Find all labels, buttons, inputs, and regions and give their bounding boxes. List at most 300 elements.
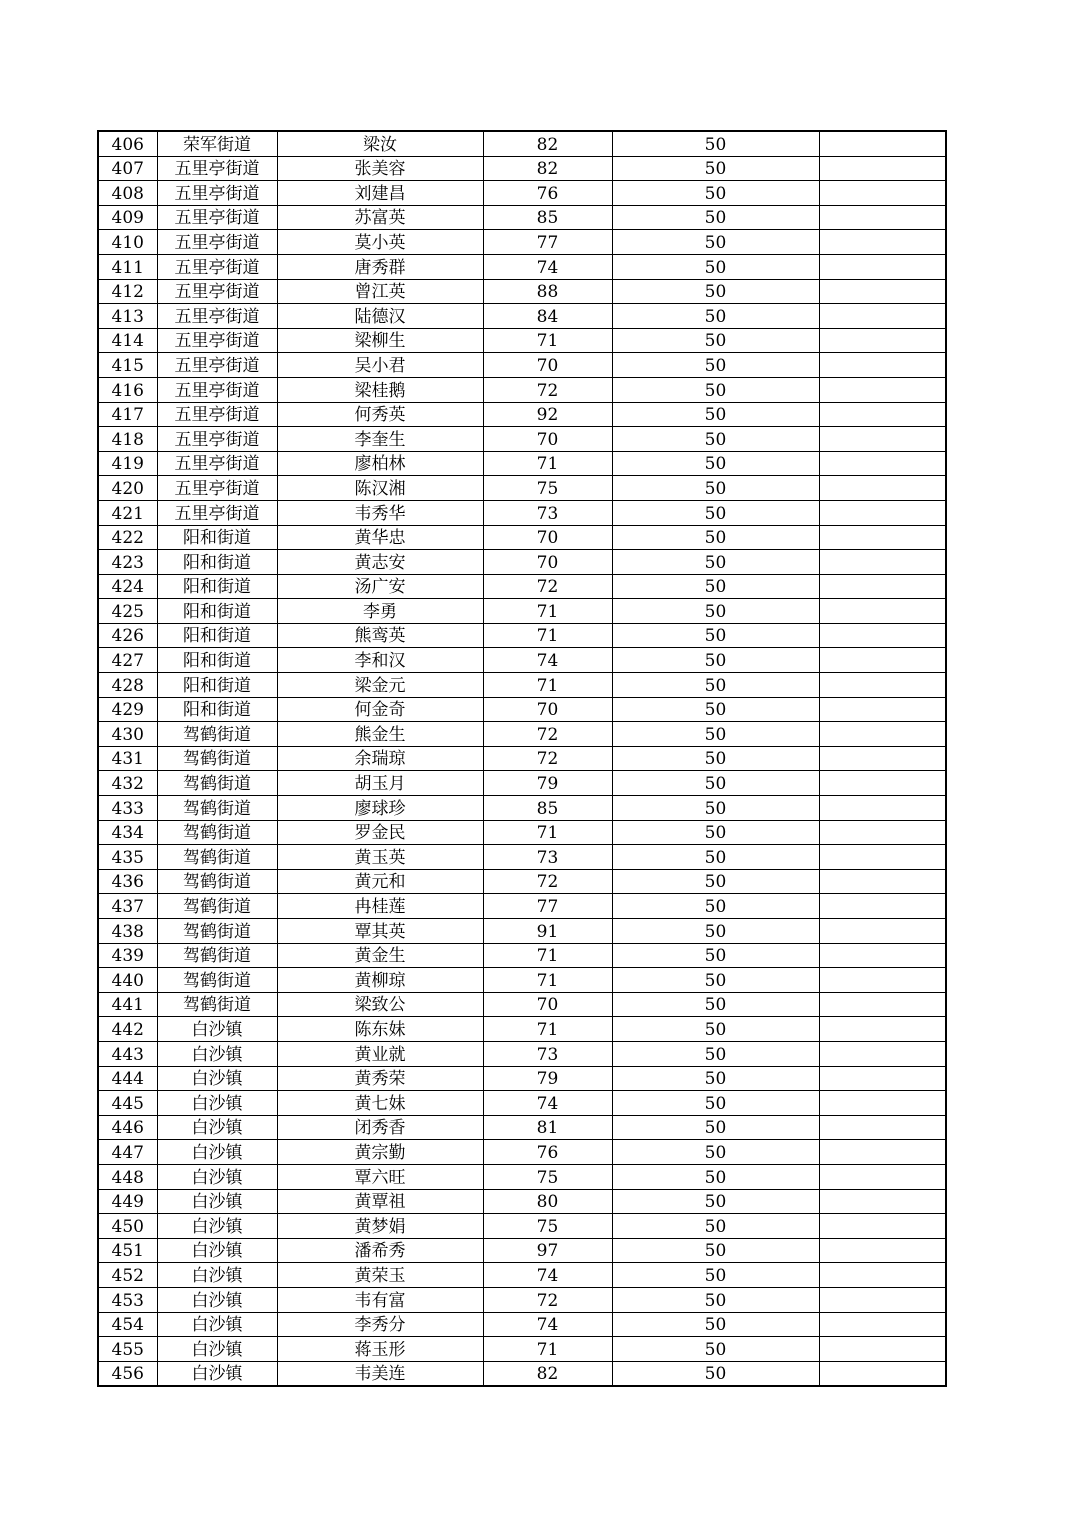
- age-cell: 73: [483, 500, 612, 525]
- remarks-cell: [819, 353, 946, 378]
- table-row: [98, 279, 946, 304]
- amount-cell: 50: [612, 156, 819, 181]
- table-row: [98, 673, 946, 698]
- age-cell: 70: [483, 427, 612, 452]
- name-cell: 黄元和: [277, 869, 483, 894]
- remarks-cell: [819, 1066, 946, 1091]
- remarks-cell: [819, 156, 946, 181]
- name-cell: 胡玉月: [277, 771, 483, 796]
- table-row: [98, 377, 946, 402]
- table-row: [98, 1140, 946, 1165]
- row-number-cell: 411: [98, 254, 157, 279]
- remarks-cell: [819, 820, 946, 845]
- name-cell: 李秀分: [277, 1312, 483, 1337]
- remarks-cell: [819, 968, 946, 993]
- amount-cell: 50: [612, 1066, 819, 1091]
- amount-cell: 50: [612, 919, 819, 944]
- name-cell: 李勇: [277, 599, 483, 624]
- remarks-cell: [819, 648, 946, 673]
- row-number-cell: 437: [98, 894, 157, 919]
- amount-cell: 50: [612, 500, 819, 525]
- name-cell: 蒋玉形: [277, 1337, 483, 1362]
- name-cell: 陈汉湘: [277, 476, 483, 501]
- row-number-cell: 420: [98, 476, 157, 501]
- name-cell: 覃六旺: [277, 1164, 483, 1189]
- name-cell: 熊鸾英: [277, 623, 483, 648]
- row-number-cell: 440: [98, 968, 157, 993]
- district-cell: 五里亭街道: [157, 279, 277, 304]
- row-number-cell: 452: [98, 1263, 157, 1288]
- table-row: [98, 1337, 946, 1362]
- district-cell: 阳和街道: [157, 525, 277, 550]
- name-cell: 黄梦娟: [277, 1214, 483, 1239]
- row-number-cell: 414: [98, 328, 157, 353]
- district-cell: 白沙镇: [157, 1189, 277, 1214]
- amount-cell: 50: [612, 1312, 819, 1337]
- district-cell: 驾鹤街道: [157, 820, 277, 845]
- age-cell: 74: [483, 1263, 612, 1288]
- amount-cell: 50: [612, 1189, 819, 1214]
- district-cell: 阳和街道: [157, 574, 277, 599]
- district-cell: 五里亭街道: [157, 181, 277, 206]
- row-number-cell: 431: [98, 746, 157, 771]
- name-cell: 熊金生: [277, 722, 483, 747]
- name-cell: 李和汉: [277, 648, 483, 673]
- row-number-cell: 443: [98, 1041, 157, 1066]
- district-cell: 白沙镇: [157, 1287, 277, 1312]
- name-cell: 余瑞琼: [277, 746, 483, 771]
- age-cell: 72: [483, 574, 612, 599]
- table-row: [98, 869, 946, 894]
- table-row: [98, 131, 946, 156]
- table-row: [98, 476, 946, 501]
- remarks-cell: [819, 181, 946, 206]
- district-cell: 白沙镇: [157, 1091, 277, 1116]
- row-number-cell: 454: [98, 1312, 157, 1337]
- remarks-cell: [819, 254, 946, 279]
- row-number-cell: 424: [98, 574, 157, 599]
- remarks-cell: [819, 1164, 946, 1189]
- table-row: [98, 205, 946, 230]
- remarks-cell: [819, 451, 946, 476]
- name-cell: 黄七妹: [277, 1091, 483, 1116]
- age-cell: 76: [483, 1140, 612, 1165]
- row-number-cell: 409: [98, 205, 157, 230]
- name-cell: 冉桂莲: [277, 894, 483, 919]
- table-row: [98, 451, 946, 476]
- age-cell: 81: [483, 1115, 612, 1140]
- name-cell: 汤广安: [277, 574, 483, 599]
- district-cell: 五里亭街道: [157, 254, 277, 279]
- table-row: [98, 943, 946, 968]
- amount-cell: 50: [612, 427, 819, 452]
- row-number-cell: 415: [98, 353, 157, 378]
- row-number-cell: 439: [98, 943, 157, 968]
- name-cell: 黄宗勤: [277, 1140, 483, 1165]
- name-cell: 梁致公: [277, 992, 483, 1017]
- age-cell: 77: [483, 230, 612, 255]
- amount-cell: 50: [612, 1337, 819, 1362]
- district-cell: 五里亭街道: [157, 377, 277, 402]
- remarks-cell: [819, 131, 946, 156]
- name-cell: 吴小君: [277, 353, 483, 378]
- name-cell: 梁柳生: [277, 328, 483, 353]
- row-number-cell: 412: [98, 279, 157, 304]
- district-cell: 白沙镇: [157, 1214, 277, 1239]
- remarks-cell: [819, 1115, 946, 1140]
- name-cell: 黄覃祖: [277, 1189, 483, 1214]
- district-cell: 驾鹤街道: [157, 869, 277, 894]
- amount-cell: 50: [612, 304, 819, 329]
- district-cell: 白沙镇: [157, 1140, 277, 1165]
- remarks-cell: [819, 1189, 946, 1214]
- name-cell: 黄玉英: [277, 845, 483, 870]
- name-cell: 黄柳琼: [277, 968, 483, 993]
- amount-cell: 50: [612, 353, 819, 378]
- remarks-cell: [819, 697, 946, 722]
- name-cell: 何秀英: [277, 402, 483, 427]
- table-row: [98, 1017, 946, 1042]
- district-cell: 驾鹤街道: [157, 968, 277, 993]
- remarks-cell: [819, 230, 946, 255]
- table-row: [98, 427, 946, 452]
- remarks-cell: [819, 1312, 946, 1337]
- remarks-cell: [819, 304, 946, 329]
- district-cell: 白沙镇: [157, 1361, 277, 1386]
- amount-cell: 50: [612, 1238, 819, 1263]
- age-cell: 77: [483, 894, 612, 919]
- row-number-cell: 432: [98, 771, 157, 796]
- amount-cell: 50: [612, 623, 819, 648]
- remarks-cell: [819, 599, 946, 624]
- age-cell: 74: [483, 254, 612, 279]
- row-number-cell: 455: [98, 1337, 157, 1362]
- age-cell: 82: [483, 1361, 612, 1386]
- age-cell: 74: [483, 1312, 612, 1337]
- district-cell: 五里亭街道: [157, 328, 277, 353]
- age-cell: 70: [483, 353, 612, 378]
- row-number-cell: 447: [98, 1140, 157, 1165]
- age-cell: 71: [483, 328, 612, 353]
- age-cell: 71: [483, 943, 612, 968]
- amount-cell: 50: [612, 992, 819, 1017]
- remarks-cell: [819, 525, 946, 550]
- row-number-cell: 408: [98, 181, 157, 206]
- remarks-cell: [819, 500, 946, 525]
- age-cell: 71: [483, 820, 612, 845]
- district-cell: 阳和街道: [157, 673, 277, 698]
- table-row: [98, 1312, 946, 1337]
- age-cell: 82: [483, 156, 612, 181]
- table-row: [98, 230, 946, 255]
- table-row: [98, 599, 946, 624]
- remarks-cell: [819, 1214, 946, 1239]
- name-cell: 曾江英: [277, 279, 483, 304]
- name-cell: 潘希秀: [277, 1238, 483, 1263]
- age-cell: 82: [483, 131, 612, 156]
- district-cell: 驾鹤街道: [157, 771, 277, 796]
- name-cell: 廖柏林: [277, 451, 483, 476]
- amount-cell: 50: [612, 550, 819, 575]
- amount-cell: 50: [612, 1214, 819, 1239]
- table-row: [98, 722, 946, 747]
- age-cell: 85: [483, 205, 612, 230]
- table-row: [98, 796, 946, 821]
- amount-cell: 50: [612, 402, 819, 427]
- name-cell: 李奎生: [277, 427, 483, 452]
- age-cell: 72: [483, 1287, 612, 1312]
- remarks-cell: [819, 673, 946, 698]
- age-cell: 88: [483, 279, 612, 304]
- district-cell: 白沙镇: [157, 1017, 277, 1042]
- district-cell: 阳和街道: [157, 599, 277, 624]
- remarks-cell: [819, 402, 946, 427]
- table-row: [98, 697, 946, 722]
- amount-cell: 50: [612, 230, 819, 255]
- table-row: [98, 1091, 946, 1116]
- district-cell: 五里亭街道: [157, 500, 277, 525]
- age-cell: 71: [483, 1337, 612, 1362]
- row-number-cell: 406: [98, 131, 157, 156]
- table-row: [98, 402, 946, 427]
- remarks-cell: [819, 845, 946, 870]
- age-cell: 72: [483, 722, 612, 747]
- amount-cell: 50: [612, 1164, 819, 1189]
- age-cell: 71: [483, 673, 612, 698]
- amount-cell: 50: [612, 673, 819, 698]
- name-cell: 莫小英: [277, 230, 483, 255]
- amount-cell: 50: [612, 279, 819, 304]
- table-row: [98, 623, 946, 648]
- amount-cell: 50: [612, 894, 819, 919]
- remarks-cell: [819, 869, 946, 894]
- name-cell: 陈东妹: [277, 1017, 483, 1042]
- age-cell: 75: [483, 1164, 612, 1189]
- row-number-cell: 436: [98, 869, 157, 894]
- amount-cell: 50: [612, 181, 819, 206]
- amount-cell: 50: [612, 1361, 819, 1386]
- district-cell: 驾鹤街道: [157, 943, 277, 968]
- row-number-cell: 434: [98, 820, 157, 845]
- name-cell: 黄秀荣: [277, 1066, 483, 1091]
- district-cell: 五里亭街道: [157, 427, 277, 452]
- district-cell: 阳和街道: [157, 648, 277, 673]
- table-row: [98, 500, 946, 525]
- name-cell: 何金奇: [277, 697, 483, 722]
- district-cell: 驾鹤街道: [157, 722, 277, 747]
- row-number-cell: 430: [98, 722, 157, 747]
- remarks-cell: [819, 771, 946, 796]
- district-cell: 白沙镇: [157, 1312, 277, 1337]
- district-cell: 驾鹤街道: [157, 894, 277, 919]
- row-number-cell: 428: [98, 673, 157, 698]
- row-number-cell: 417: [98, 402, 157, 427]
- name-cell: 黄业就: [277, 1041, 483, 1066]
- table-row: [98, 525, 946, 550]
- age-cell: 70: [483, 550, 612, 575]
- name-cell: 梁汝: [277, 131, 483, 156]
- age-cell: 91: [483, 919, 612, 944]
- age-cell: 73: [483, 1041, 612, 1066]
- row-number-cell: 442: [98, 1017, 157, 1042]
- table-row: [98, 254, 946, 279]
- row-number-cell: 450: [98, 1214, 157, 1239]
- table-row: [98, 1214, 946, 1239]
- district-cell: 白沙镇: [157, 1164, 277, 1189]
- row-number-cell: 444: [98, 1066, 157, 1091]
- table-row: [98, 820, 946, 845]
- table-row: [98, 1287, 946, 1312]
- table-row: [98, 550, 946, 575]
- district-cell: 驾鹤街道: [157, 919, 277, 944]
- row-number-cell: 423: [98, 550, 157, 575]
- table-row: [98, 845, 946, 870]
- amount-cell: 50: [612, 574, 819, 599]
- table-row: [98, 894, 946, 919]
- remarks-cell: [819, 796, 946, 821]
- remarks-cell: [819, 377, 946, 402]
- table-row: [98, 1361, 946, 1386]
- table-row: [98, 771, 946, 796]
- amount-cell: 50: [612, 451, 819, 476]
- name-cell: 苏富英: [277, 205, 483, 230]
- age-cell: 71: [483, 599, 612, 624]
- amount-cell: 50: [612, 820, 819, 845]
- district-cell: 驾鹤街道: [157, 845, 277, 870]
- row-number-cell: 453: [98, 1287, 157, 1312]
- row-number-cell: 425: [98, 599, 157, 624]
- remarks-cell: [819, 1263, 946, 1288]
- age-cell: 72: [483, 869, 612, 894]
- district-cell: 五里亭街道: [157, 230, 277, 255]
- row-number-cell: 426: [98, 623, 157, 648]
- data-table: [97, 130, 947, 1387]
- name-cell: 黄荣玉: [277, 1263, 483, 1288]
- age-cell: 70: [483, 697, 612, 722]
- remarks-cell: [819, 1337, 946, 1362]
- name-cell: 张美容: [277, 156, 483, 181]
- row-number-cell: 446: [98, 1115, 157, 1140]
- row-number-cell: 448: [98, 1164, 157, 1189]
- remarks-cell: [819, 1017, 946, 1042]
- remarks-cell: [819, 894, 946, 919]
- district-cell: 五里亭街道: [157, 476, 277, 501]
- row-number-cell: 419: [98, 451, 157, 476]
- table-row: [98, 328, 946, 353]
- amount-cell: 50: [612, 599, 819, 624]
- district-cell: 白沙镇: [157, 1115, 277, 1140]
- district-cell: 阳和街道: [157, 550, 277, 575]
- remarks-cell: [819, 943, 946, 968]
- row-number-cell: 429: [98, 697, 157, 722]
- age-cell: 71: [483, 623, 612, 648]
- name-cell: 黄志安: [277, 550, 483, 575]
- remarks-cell: [819, 1091, 946, 1116]
- age-cell: 85: [483, 796, 612, 821]
- amount-cell: 50: [612, 1115, 819, 1140]
- amount-cell: 50: [612, 771, 819, 796]
- remarks-cell: [819, 1140, 946, 1165]
- age-cell: 75: [483, 1214, 612, 1239]
- name-cell: 闭秀香: [277, 1115, 483, 1140]
- remarks-cell: [819, 476, 946, 501]
- district-cell: 白沙镇: [157, 1238, 277, 1263]
- age-cell: 74: [483, 648, 612, 673]
- district-cell: 五里亭街道: [157, 353, 277, 378]
- district-cell: 阳和街道: [157, 697, 277, 722]
- remarks-cell: [819, 328, 946, 353]
- amount-cell: 50: [612, 845, 819, 870]
- district-cell: 五里亭街道: [157, 451, 277, 476]
- name-cell: 梁金元: [277, 673, 483, 698]
- amount-cell: 50: [612, 476, 819, 501]
- district-cell: 五里亭街道: [157, 205, 277, 230]
- remarks-cell: [819, 205, 946, 230]
- name-cell: 陆德汉: [277, 304, 483, 329]
- age-cell: 73: [483, 845, 612, 870]
- amount-cell: 50: [612, 1140, 819, 1165]
- age-cell: 70: [483, 992, 612, 1017]
- remarks-cell: [819, 279, 946, 304]
- district-cell: 白沙镇: [157, 1263, 277, 1288]
- district-cell: 白沙镇: [157, 1066, 277, 1091]
- remarks-cell: [819, 427, 946, 452]
- remarks-cell: [819, 992, 946, 1017]
- table-row: [98, 919, 946, 944]
- amount-cell: 50: [612, 328, 819, 353]
- amount-cell: 50: [612, 1017, 819, 1042]
- remarks-cell: [819, 919, 946, 944]
- district-cell: 驾鹤街道: [157, 992, 277, 1017]
- amount-cell: 50: [612, 1263, 819, 1288]
- table-row: [98, 181, 946, 206]
- age-cell: 76: [483, 181, 612, 206]
- amount-cell: 50: [612, 722, 819, 747]
- district-cell: 驾鹤街道: [157, 746, 277, 771]
- amount-cell: 50: [612, 943, 819, 968]
- district-cell: 五里亭街道: [157, 304, 277, 329]
- amount-cell: 50: [612, 648, 819, 673]
- name-cell: 罗金民: [277, 820, 483, 845]
- amount-cell: 50: [612, 525, 819, 550]
- amount-cell: 50: [612, 1091, 819, 1116]
- table-row: [98, 992, 946, 1017]
- name-cell: 梁桂鹅: [277, 377, 483, 402]
- row-number-cell: 413: [98, 304, 157, 329]
- table-row: [98, 648, 946, 673]
- district-cell: 阳和街道: [157, 623, 277, 648]
- table-row: [98, 1238, 946, 1263]
- row-number-cell: 421: [98, 500, 157, 525]
- age-cell: 80: [483, 1189, 612, 1214]
- name-cell: 韦有富: [277, 1287, 483, 1312]
- remarks-cell: [819, 722, 946, 747]
- amount-cell: 50: [612, 377, 819, 402]
- age-cell: 71: [483, 451, 612, 476]
- age-cell: 84: [483, 304, 612, 329]
- row-number-cell: 451: [98, 1238, 157, 1263]
- row-number-cell: 435: [98, 845, 157, 870]
- remarks-cell: [819, 1041, 946, 1066]
- remarks-cell: [819, 623, 946, 648]
- remarks-cell: [819, 746, 946, 771]
- name-cell: 廖球珍: [277, 796, 483, 821]
- age-cell: 72: [483, 746, 612, 771]
- table-row: [98, 746, 946, 771]
- name-cell: 覃其英: [277, 919, 483, 944]
- age-cell: 71: [483, 1017, 612, 1042]
- age-cell: 71: [483, 968, 612, 993]
